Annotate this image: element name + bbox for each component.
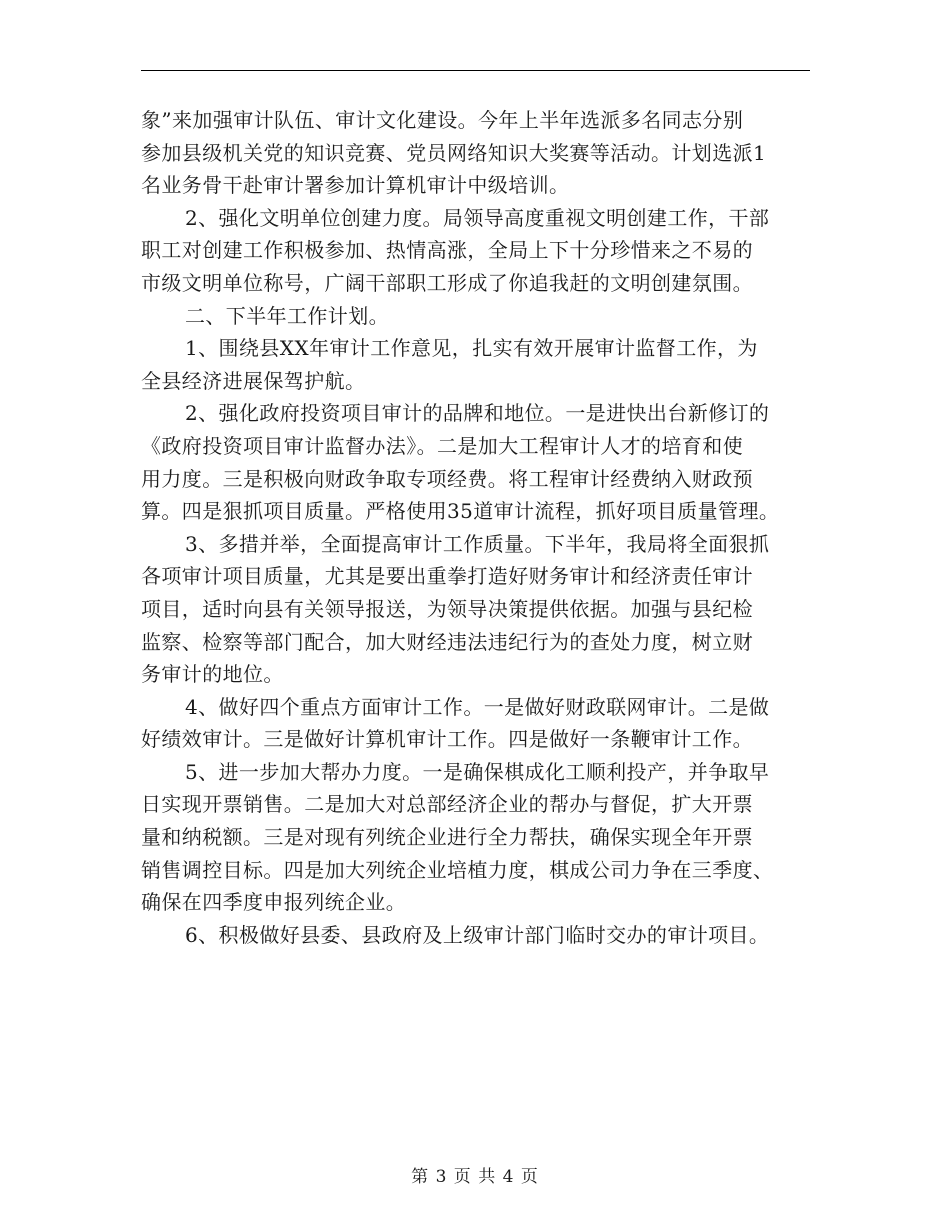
text-line: 好绩效审计。三是做好计算机审计工作。四是做好一条鞭审计工作。 xyxy=(141,727,753,752)
text-line: 5、进一步加大帮办力度。一是确保棋成化工顺利投产，并争取早 xyxy=(185,759,770,784)
text-line: 监察、检察等部门配合，加大财经违法违纪行为的查处力度，树立财 xyxy=(141,629,753,654)
text-line: 日实现开票销售。二是加大对总部经济企业的帮办与督促，扩大开票 xyxy=(141,792,753,817)
text-line: 2、强化政府投资项目审计的品牌和地位。一是进快出台新修订的 xyxy=(185,401,770,426)
text-line: 确保在四季度申报列统企业。 xyxy=(141,890,407,915)
text-line: 职工对创建工作积极参加、热情高涨，全局上下十分珍惜来之不易的 xyxy=(141,238,753,263)
text-line: 4、做好四个重点方面审计工作。一是做好财政联网审计。二是做 xyxy=(185,694,770,719)
text-line: 量和纳税额。三是对现有列统企业进行全力帮扶，确保实现全年开票 xyxy=(141,825,753,850)
text-line: 象”来加强审计队伍、审计文化建设。今年上半年选派多名同志分别 xyxy=(141,108,744,132)
text-line: 《政府投资项目审计监督办法》。二是加大工程审计人才的培育和使 xyxy=(141,433,743,458)
header-rule xyxy=(141,70,810,71)
text-line: 6、积极做好县委、县政府及上级审计部门临时交办的审计项目。 xyxy=(185,922,770,947)
text-line: 算。四是狠抓项目质量。严格使用35道审计流程，抓好项目质量管理。 xyxy=(141,499,780,524)
text-line: 参加县级机关党的知识竞赛、党员网络知识大奖赛等活动。计划选派1 xyxy=(141,140,767,165)
text-line: 名业务骨干赴审计署参加计算机审计中级培训。 xyxy=(141,173,570,198)
text-line: 3、多措并举，全面提高审计工作质量。下半年，我局将全面狠抓 xyxy=(185,531,770,556)
text-line: 务审计的地位。 xyxy=(141,662,284,687)
page-number-footer: 第 3 页 共 4 页 xyxy=(411,1167,539,1187)
text-line: 1、围绕县XX年审计工作意见，扎实有效开展审计监督工作，为 xyxy=(185,336,758,361)
document-body xyxy=(141,104,813,951)
section-heading: 二、下半年工作计划。 xyxy=(185,303,389,328)
text-line: 全县经济进展保驾护航。 xyxy=(141,368,366,393)
text-line: 市级文明单位称号，广阔干部职工形成了你追我赶的文明创建氛围。 xyxy=(141,270,753,295)
text-line: 销售调控目标。四是加大列统企业培植力度，棋成公司力争在三季度、 xyxy=(141,857,774,882)
text-line: 项目，适时向县有关领导报送，为领导决策提供依据。加强与县纪检 xyxy=(141,596,753,621)
text-line: 用力度。三是积极向财政争取专项经费。将工程审计经费纳入财政预 xyxy=(141,466,753,491)
text-line: 2、强化文明单位创建力度。局领导高度重视文明创建工作，干部 xyxy=(185,205,770,230)
text-line: 各项审计项目质量，尤其是要出重拳打造好财务审计和经济责任审计 xyxy=(141,564,753,589)
